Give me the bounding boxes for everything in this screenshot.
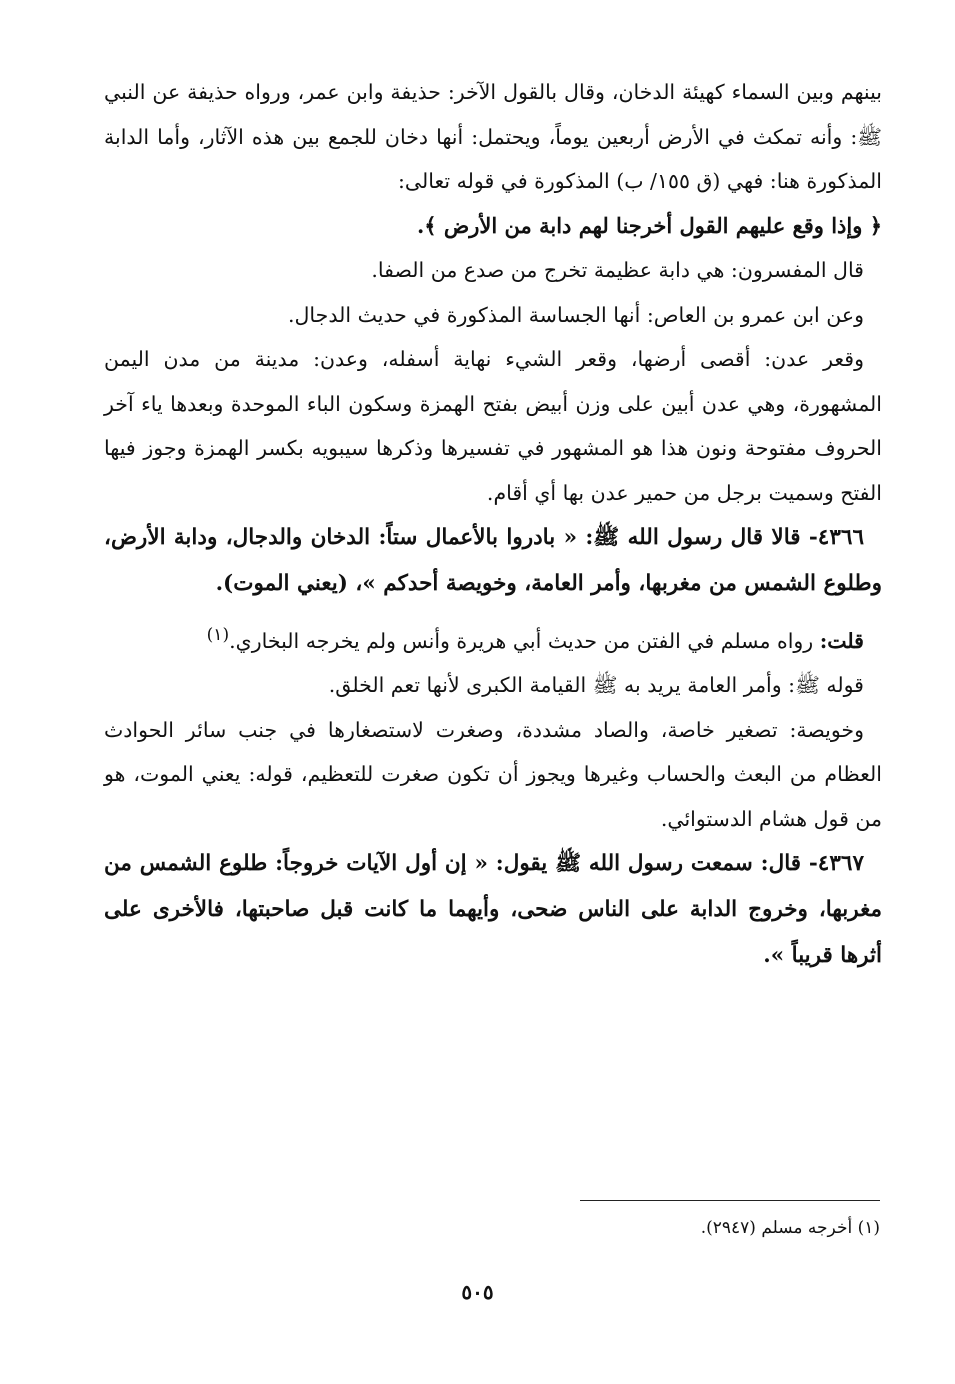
paragraph-ibn-amr: وعن ابن عمرو بن العاص: أنها الجساسة المذكورة في حديث الدجال. [288, 302, 864, 327]
qult-text: رواه مسلم في الفتن من حديث أبي هريرة وأنس ولم يخرجه البخاري. [229, 628, 820, 653]
qult-label: قلت: [819, 628, 864, 653]
paragraph-mufassirun: قال المفسرون: هي دابة عظيمة تخرج من صدع من الصفا. [371, 258, 864, 282]
paragraph-khuwaysa: وخويصة: تصغير خاصة، والصاد مشددة، وصغرت لاستصغارها في جنب سائر الحوادث العظام من البعث والحساب وغيرها ويجوز أن تكون صغرت للتعظيم، قوله: يعني الموت، هو من قول هشام الدستوائي. [104, 717, 882, 831]
paragraph-qult [104, 613, 882, 663]
hadith-4367: ٤٣٦٧- قال: سمعت رسول الله ﷺ يقول: « إن أول الآيات خروجاً: طلوع الشمس من مغربها، وخروج الدابة على الناس ضحى، وأيهما ما كانت قبل صاحبتها، فالأخرى على أثرها قريباً ». [104, 851, 882, 969]
hadith-4366: ٤٣٦٦- قالا قال رسول الله ﷺ: « بادروا بالأعمال ستاً: الدخان والدجال، ودابة الأرض، وطلوع الشمس من مغربها، وأمر العامة، وخويصة أحدكم »، (يعني الموت). [104, 525, 882, 596]
paragraph-intro: بينهم وبين السماء كهيئة الدخان، وقال بالقول الآخر: حذيفة وابن عمر، ورواه حذيفة عن النبي ﷺ: وأنه تمكث في الأرض أربعين يوماً، ويحتمل: أنها دخان للجمع بين هذه الآثار، وأما الدابة المذكورة هنا: فهي (ق ١٥٥/ ب) المذكورة في قوله تعالى: [104, 80, 882, 193]
footnote-ref: (١) [206, 625, 230, 645]
paragraph-aden: وقعر عدن: أقصى أرضها، وقعر الشيء نهاية أسفله، وعدن: مدينة من مدن اليمن المشهورة، وهي عدن أبين على وزن أبيض بفتح الهمزة وسكون الباء الموحدة وبعدها ياء آخر الحروف مفتوحة ونون هذا هو المشهور في تفسيرها وذكرها سيبويه بكسر الهمزة وجوز فيها الفتح وسميت برجل من حمير عدن بها أي أقام. [104, 347, 882, 505]
paragraph-amr-amma: قوله ﷺ: وأمر العامة يريد به ﷺ القيامة الكبرى لأنها تعم الخلق. [328, 673, 864, 698]
page-number: ٥٠٥ [461, 1280, 494, 1304]
footnote-divider [580, 1200, 880, 1201]
quran-verse: ﴿ وإذا وقع عليهم القول أخرجنا لهم دابة من الأرض ﴾. [416, 212, 882, 238]
main-text [104, 70, 882, 979]
footnote: (١) أخرجه مسلم (٢٩٤٧). [700, 1218, 880, 1238]
